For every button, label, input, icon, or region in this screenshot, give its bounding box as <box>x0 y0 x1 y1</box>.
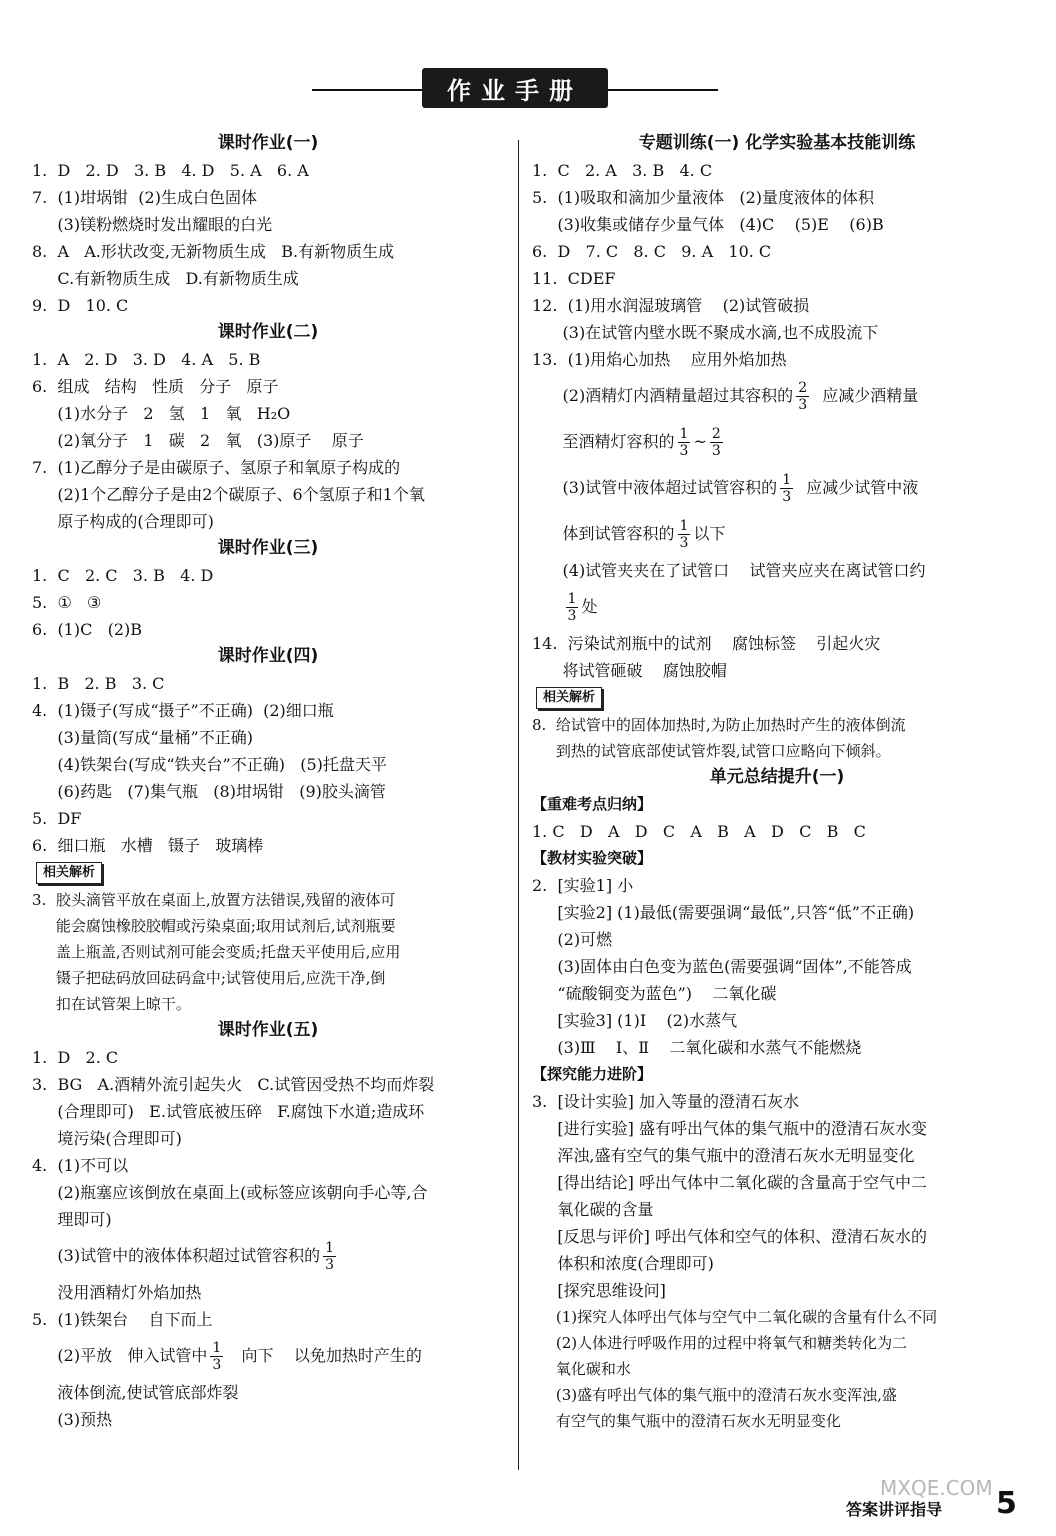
answer-line: 1. C D A D C A B A D C B C <box>532 822 866 841</box>
answer-line: [探究思维设问] <box>532 1281 666 1300</box>
answer-line <box>532 465 1022 511</box>
denominator: 3 <box>212 1357 222 1373</box>
answer-line: 1. D 2. C <box>32 1048 119 1067</box>
answer-line: (4)铁架台(写成“铁夹台”不正确) (5)托盘天平 <box>32 755 387 774</box>
answer-line: (3)预热 <box>32 1410 113 1429</box>
answer-line: (3)在试管内壁水既不聚成水滴,也不成股流下 <box>532 323 879 342</box>
footer-label: 答案讲评指导 <box>846 1500 943 1519</box>
answer-line: 4. (1)不可以 <box>32 1156 129 1175</box>
answer-line: 境污染(合理即可) <box>32 1129 182 1148</box>
subsection-title: 【探究能力进阶】 <box>532 1065 653 1083</box>
heading-lesson-2: 课时作业(二) <box>217 322 319 342</box>
numerator: 1 <box>567 591 577 607</box>
answer-text: (3)试管中液体超过试管容积的 <box>532 478 778 497</box>
section-banner: 作业手册 <box>422 68 608 108</box>
answer-line: 5. ① ③ <box>32 593 102 612</box>
fraction <box>323 1240 336 1273</box>
heading-special-training: 专题训练(一) 化学实验基本技能训练 <box>638 133 916 153</box>
answer-line: 理即可) <box>32 1210 112 1229</box>
analysis-label: 相关解析 <box>36 862 102 884</box>
fraction <box>566 591 579 624</box>
heading-lesson-5: 课时作业(五) <box>217 1020 319 1040</box>
answer-line: 14. 污染试剂瓶中的试剂 腐蚀标签 引起火灾 <box>532 634 881 653</box>
answer-text: (3)试管中的液体体积超过试管容积的 <box>32 1246 321 1265</box>
numerator: 1 <box>325 1240 335 1256</box>
denominator: 3 <box>798 397 808 413</box>
answer-text: (2)平放 伸入试管中 <box>32 1346 208 1365</box>
answer-line: (2)瓶塞应该倒放在桌面上(或标签应该朝向手心等,合 <box>32 1183 428 1202</box>
tilde: ~ <box>693 432 707 451</box>
analysis-line: 氧化碳和水 <box>532 1360 631 1378</box>
answer-line: (6)药匙 (7)集气瓶 (8)坩埚钳 (9)胶头滴管 <box>32 782 386 801</box>
answer-line: 原子构成的(合理即可) <box>32 512 214 531</box>
answer-line <box>32 1233 504 1279</box>
fraction <box>678 518 691 551</box>
answer-line: 6. (1)C (2)B <box>32 620 143 639</box>
analysis-label: 相关解析 <box>536 687 602 709</box>
answer-text: 向下 以免加热时产生的 <box>226 1346 422 1365</box>
fraction <box>210 1340 223 1373</box>
answer-line: [实验2] (1)最低(需要强调“最低”,只答“低”不正确) <box>532 903 915 922</box>
heading-lesson-1: 课时作业(一) <box>217 133 319 153</box>
answer-line: 体积和浓度(合理即可) <box>532 1254 714 1273</box>
answer-line: [进行实验] 盛有呼出气体的集气瓶中的澄清石灰水变 <box>532 1119 928 1138</box>
answer-line: 6. 细口瓶 水槽 镊子 玻璃棒 <box>32 836 264 855</box>
answer-text: 应减少酒精量 <box>812 386 919 405</box>
numerator: 1 <box>679 426 689 442</box>
answer-line: 3. [设计实验] 加入等量的澄清石灰水 <box>532 1092 800 1111</box>
answer-line: 5. (1)铁架台 自下而上 <box>32 1310 213 1329</box>
answer-line: 6. D 7. C 8. C 9. A 10. C <box>532 242 772 261</box>
denominator: 3 <box>782 489 792 505</box>
answer-line: 液体倒流,使试管底部炸裂 <box>32 1383 239 1402</box>
analysis-line: 到热的试管底部使试管炸裂,试管口应略向下倾斜。 <box>532 742 891 760</box>
numerator: 1 <box>212 1340 222 1356</box>
answer-line: 氧化碳的含量 <box>532 1200 654 1219</box>
answer-line: (3)镁粉燃烧时发出耀眼的白光 <box>32 215 273 234</box>
analysis-label-row <box>32 859 504 887</box>
banner-rule-left <box>312 89 422 91</box>
denominator: 3 <box>567 608 577 624</box>
answer-line: (1)水分子 2 氢 1 氧 H₂O <box>32 404 291 423</box>
answer-line: 5. DF <box>32 809 82 828</box>
answer-line: 1. B 2. B 3. C <box>32 674 165 693</box>
heading-lesson-3: 课时作业(三) <box>217 538 319 558</box>
answer-line: “硫酸铜变为蓝色”) 二氧化碳 <box>532 984 777 1003</box>
fraction <box>678 426 691 459</box>
answer-line: 3. BG A.酒精外流引起失火 C.试管因受热不均而炸裂 <box>32 1075 435 1094</box>
answer-line: 9. D 10. C <box>32 296 129 315</box>
answer-line: 没用酒精灯外焰加热 <box>32 1283 202 1302</box>
answer-line: (3)Ⅲ Ⅰ、Ⅱ 二氧化碳和水蒸气不能燃烧 <box>532 1038 862 1057</box>
denominator: 3 <box>711 443 721 459</box>
answer-line <box>532 419 1022 465</box>
fraction <box>796 380 809 413</box>
answer-text: 处 <box>581 597 598 616</box>
analysis-line: (3)盛有呼出气体的集气瓶中的澄清石灰水变浑浊,盛 <box>532 1386 897 1404</box>
column-divider <box>518 140 519 1470</box>
answer-line: 1. C 2. A 3. B 4. C <box>532 161 713 180</box>
answer-line: 1. C 2. C 3. B 4. D <box>32 566 214 585</box>
numerator: 2 <box>798 380 808 396</box>
analysis-line: 镊子把砝码放回砝码盒中;试管使用后,应洗干净,倒 <box>32 969 386 987</box>
answer-text: (2)酒精灯内酒精量超过其容积的 <box>532 386 794 405</box>
numerator: 1 <box>679 518 689 534</box>
answer-line: 2. [实验1] 小 <box>532 876 634 895</box>
answer-line <box>532 511 1022 557</box>
answer-line: 浑浊,盛有空气的集气瓶中的澄清石灰水无明显变化 <box>532 1146 915 1165</box>
answer-text: 至酒精灯容积的 <box>532 432 675 451</box>
heading-unit-summary: 单元总结提升(一) <box>709 767 845 787</box>
answer-line: 7. (1)坩埚钳 (2)生成白色固体 <box>32 188 257 207</box>
numerator: 1 <box>782 472 792 488</box>
analysis-line: 3. 胶头滴管平放在桌面上,放置方法错误,残留的液体可 <box>32 891 396 909</box>
denominator: 3 <box>679 443 689 459</box>
answer-text: 体到试管容积的 <box>532 524 675 543</box>
banner-rule-right <box>608 89 718 91</box>
answer-line <box>532 584 1022 630</box>
right-column <box>532 130 1022 1434</box>
analysis-line: (1)探究人体呼出气体与空气中二氧化碳的含量有什么不同 <box>532 1308 938 1326</box>
answer-line: (3)固体由白色变为蓝色(需要强调“固体”,不能答成 <box>532 957 912 976</box>
answer-line: 5. (1)吸取和滴加少量液体 (2)量度液体的体积 <box>532 188 875 207</box>
answer-line: (2)氧分子 1 碳 2 氧 (3)原子 原子 <box>32 431 364 450</box>
left-column <box>32 130 504 1433</box>
answer-line: [反思与评价] 呼出气体和空气的体积、澄清石灰水的 <box>532 1227 928 1246</box>
answer-line: 4. (1)镊子(写成“摄子”不正确) (2)细口瓶 <box>32 701 334 720</box>
answer-line: 12. (1)用水润湿玻璃管 (2)试管破损 <box>532 296 810 315</box>
answer-line: [得出结论] 呼出气体中二氧化碳的含量高于空气中二 <box>532 1173 928 1192</box>
answer-line: 11. CDEF <box>532 269 616 288</box>
analysis-line: (2)人体进行呼吸作用的过程中将氧气和糖类转化为二 <box>532 1334 908 1352</box>
answer-line <box>532 373 1022 419</box>
denominator: 3 <box>325 1257 335 1273</box>
fraction <box>780 472 793 505</box>
answer-line: 13. (1)用焰心加热 应用外焰加热 <box>532 350 787 369</box>
page-number: 5 <box>996 1486 1017 1521</box>
answer-line: (2)1个乙醇分子是由2个碳原子、6个氢原子和1个氧 <box>32 485 425 504</box>
answer-line: 将试管砸破 腐蚀胶帽 <box>532 661 727 680</box>
analysis-line: 扣在试管架上晾干。 <box>32 995 191 1013</box>
answer-line: (4)试管夹夹在了试管口 试管夹应夹在离试管口约 <box>532 561 926 580</box>
answer-line <box>32 1333 504 1379</box>
watermark: MXQE.COM <box>880 1476 993 1500</box>
answer-line: (合理即可) E.试管底被压碎 F.腐蚀下水道;造成环 <box>32 1102 425 1121</box>
analysis-line: 8. 给试管中的固体加热时,为防止加热时产生的液体倒流 <box>532 716 906 734</box>
answer-line: 1. A 2. D 3. D 4. A 5. B <box>32 350 261 369</box>
answer-line: [实验3] (1)Ⅰ (2)水蒸气 <box>532 1011 738 1030</box>
answer-line: 8. A A.形状改变,无新物质生成 B.有新物质生成 <box>32 242 395 261</box>
answer-text: 以下 <box>693 524 726 543</box>
analysis-line: 能会腐蚀橡胶胶帽或污染桌面;取用试剂后,试剂瓶要 <box>32 917 396 935</box>
denominator: 3 <box>679 535 689 551</box>
subsection-title: 【重难考点归纳】 <box>532 795 653 813</box>
answer-line: 6. 组成 结构 性质 分子 原子 <box>32 377 279 396</box>
answer-line: (3)收集或储存少量气体 (4)C (5)E (6)B <box>532 215 884 234</box>
numerator: 2 <box>711 426 721 442</box>
analysis-label-row <box>532 684 1022 712</box>
answer-line: 1. D 2. D 3. B 4. D 5. A 6. A <box>32 161 309 180</box>
analysis-line: 盖上瓶盖,否则试剂可能会变质;托盘天平使用后,应用 <box>32 943 401 961</box>
answer-line: C.有新物质生成 D.有新物质生成 <box>32 269 299 288</box>
answer-line: 7. (1)乙醇分子是由碳原子、氢原子和氧原子构成的 <box>32 458 401 477</box>
answer-text: 应减少试管中液 <box>796 478 919 497</box>
heading-lesson-4: 课时作业(四) <box>217 646 319 666</box>
answer-line: (2)可燃 <box>532 930 613 949</box>
answer-line: (3)量筒(写成“量桶”不正确) <box>32 728 253 747</box>
analysis-line: 有空气的集气瓶中的澄清石灰水无明显变化 <box>532 1412 841 1430</box>
indent <box>532 597 563 616</box>
subsection-title: 【教材实验突破】 <box>532 849 653 867</box>
fraction <box>710 426 723 459</box>
